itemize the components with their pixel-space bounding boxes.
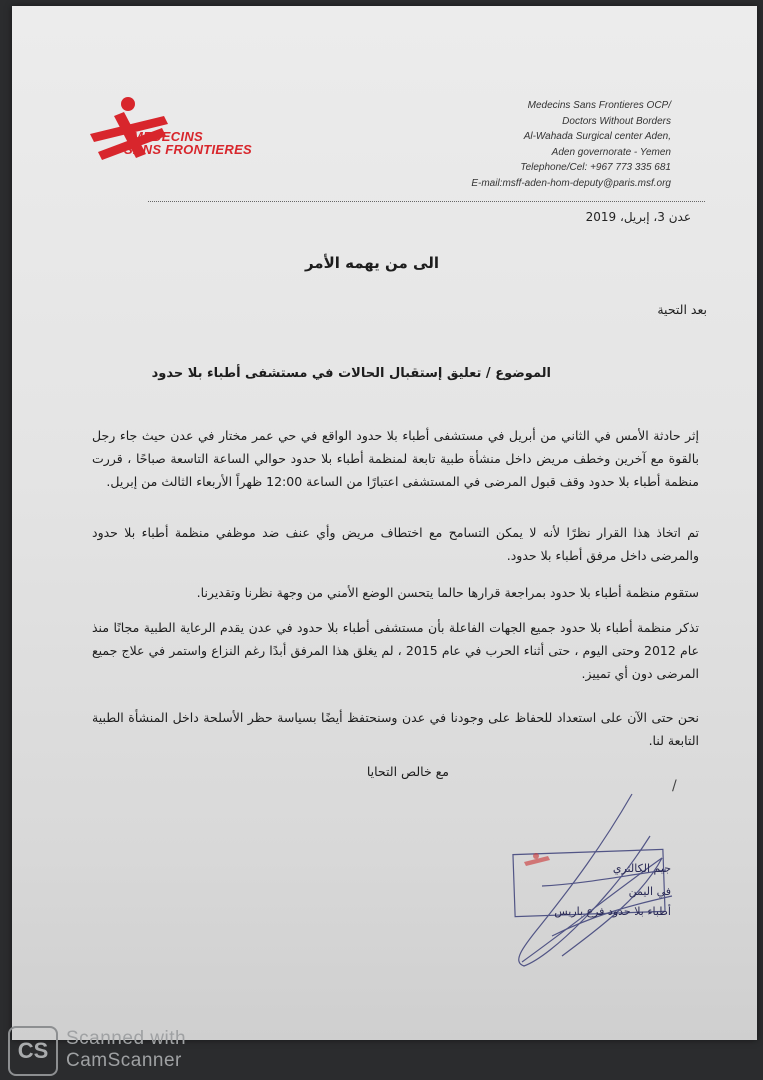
address-line: Al-Wahada Surgical center Aden,	[523, 131, 671, 142]
body-paragraph-3: ستقوم منظمة أطباء بلا حدود بمراجعة قرارها حالما يتحسن الوضع الأمني من وجهة نظرنا وتقديرنا.	[196, 585, 699, 600]
signatory-name: جيم الكالتري	[612, 862, 671, 875]
camscanner-logo-icon: CS	[8, 1026, 58, 1076]
greeting: بعد التحية	[657, 302, 707, 317]
slash-mark: /	[672, 778, 677, 794]
camscanner-text	[66, 1028, 186, 1072]
body-paragraph-2: تم اتخاذ هذا القرار نظرًا لأنه لا يمكن التسامح مع اختطاف مريض وأي عنف ضد موظفي منظمة أطباء بلا حدود والمرضى داخل مرفق أطباء بلا حدود.	[92, 525, 699, 563]
address-line: Medecins Sans Frontieres OCP/	[527, 100, 671, 111]
address-line: Telephone/Cel: +967 773 335 681	[520, 162, 671, 173]
subject-line: الموضوع / تعليق إستقبال الحالات في مستشفى أطباء بلا حدود	[151, 366, 551, 381]
letter-page	[12, 6, 757, 1040]
logo-line-2: SANS FRONTIERES	[124, 142, 253, 157]
watermark-line-2: CamScanner	[66, 1050, 182, 1071]
body-paragraph-1: إثر حادثة الأمس في الثاني من أبريل في مستشفى أطباء بلا حدود الواقع في حي عمر مختار في عدن حيث جاء رجل بالقوة مع آخرين وخطف مريض داخل منشأة طبية تابعة لمنظمة أطباء بلا حدود حوالي الساعة التاسعة صباحًا ، قررت منظمة أطباء بلا حدود وقف قبول المرضى في المستشفى اعتبارًا من الساعة 12:00 ظهراً الأربعاء الثالث من إبريل.	[92, 428, 699, 489]
body-paragraph-5: نحن حتى الآن على استعداد للحفاظ على وجودنا في عدن وسنحتفظ أيضًا بسياسة حظر الأسلحة داخل المنشأة الطبية التابعة لنا.	[92, 710, 699, 748]
signatory-country: في اليمن	[628, 885, 671, 898]
logo-wordmark	[124, 129, 253, 157]
addressee: الى من يهمه الأمر	[304, 254, 439, 272]
watermark-line-1: Scanned with	[66, 1028, 187, 1049]
organization-address	[471, 98, 671, 191]
letter-date: عدن 3، إبريل، 2019	[585, 210, 691, 224]
camscanner-watermark	[8, 1026, 208, 1074]
header-divider	[148, 201, 705, 202]
address-line: E-mail:msff-aden-hom-deputy@paris.msf.org	[471, 177, 671, 189]
signatory-org: أطباء بلا حدود فرع باريس	[554, 905, 671, 918]
logo-line-1: MEDECINS	[132, 129, 204, 144]
closing-line: مع خالص التحايا	[366, 764, 449, 779]
address-line: Doctors Without Borders	[562, 115, 671, 127]
body-paragraph-4: تذكر منظمة أطباء بلا حدود جميع الجهات الفاعلة بأن مستشفى أطباء بلا حدود في عدن يقدم الرعاية الطبية مجانًا منذ عام 2012 وحتى اليوم ، حتى أثناء الحرب في عام 2015 ، لم يغلق هذا المرفق أبدًا رغم النزاع واستمر في علاج جميع المرضى دون أي تمييز.	[92, 620, 700, 681]
address-line: Aden governorate - Yemen	[551, 146, 671, 158]
